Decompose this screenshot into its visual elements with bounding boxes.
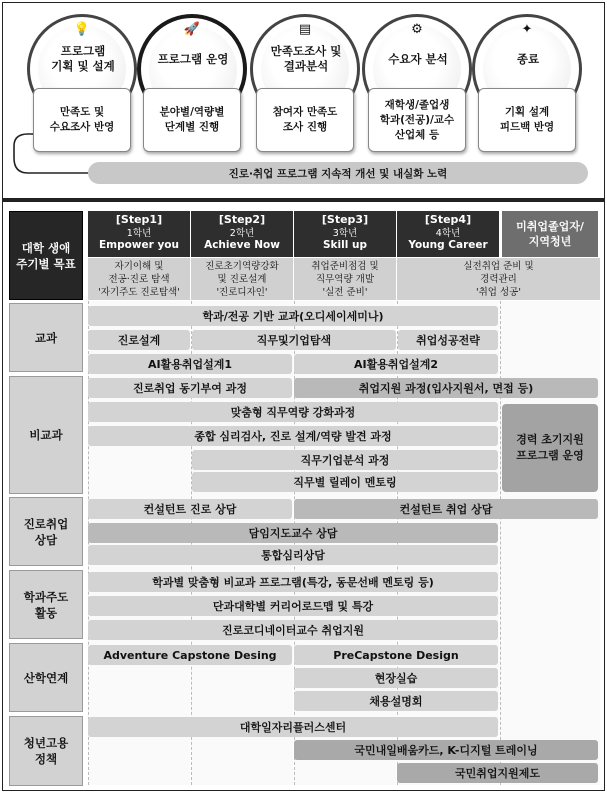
process-step-4-desc: 재학생/졸업생 학과(전공)/교수 산업체 등 [368,88,466,152]
bar-advisor-counseling: 담임지도교수 상담 [88,523,498,543]
extra-header: 미취업졸업자/ 지역청년 [502,211,598,257]
row-label-extracurricular: 비교과 [9,376,83,494]
process-step-1-title: 프로그램 기획 및 설계 [51,44,115,73]
bar-national-employment: 국민취업지원제도 [397,763,598,783]
goal-label: 대학 생애 주기별 목표 [9,211,83,300]
bar-ai-design-1: AI활용취업설계1 [88,354,292,374]
bar-adventure-capstone: Adventure Capstone Desing [88,645,292,665]
process-step-2-desc: 분야별/역량별 단계별 진행 [143,88,241,152]
bar-company-analysis: 직무기업분석 과정 [192,450,498,470]
process-step-2-title: 프로그램 운영 [157,52,229,66]
row-label-curriculum: 교과 [9,303,83,372]
process-step-3-desc: 참여자 만족도 조사 진행 [256,88,354,152]
light-bulb-icon: 💡 [73,22,91,37]
bar-job-exploration: 직무및기업탐색 [192,330,396,350]
step2-goal: 진로초기역량강화 및 진로설계 '진로디자인' [191,258,293,300]
section-divider [2,198,605,202]
step3-header: [Step3] 3학년 Skill up [294,211,396,257]
step3-goal: 취업준비점검 및 직무역량 개발 '실전 준비' [294,258,396,300]
early-career-program: 경력 초기지원 프로그램 운영 [502,404,598,492]
column-extra [500,301,600,785]
bar-job-support: 취업지원 과정(입사지원서, 면접 등) [294,378,598,398]
bar-career-design: 진로설계 [88,330,190,350]
bar-career-consulting: 컨설턴트 진로 상담 [88,499,292,519]
process-step-5-desc: 기획 설계 피드백 반영 [478,88,576,152]
rocket-icon: 🚀 [183,22,201,37]
bar-coordinator: 진로코디네이터교수 취업지원 [88,620,498,640]
bar-major-curriculum: 학과/전공 기반 교과(오디세이세미나) [88,306,498,326]
process-step-1-desc: 만족도 및 수요조사 반영 [33,88,131,152]
process-step-3-title: 만족도조사 및 결과분석 [270,44,342,73]
step4-goal: 실전취업 준비 및 경력관리 '취업 성공' [397,258,600,300]
document-icon: ▤ [298,22,312,37]
bar-relay-mentoring: 직무별 릴레이 멘토링 [192,472,498,492]
step1-header: [Step1] 1학년 Empower you [88,211,190,257]
step1-goal: 자기이해 및 전공·진로 탐색 '자기주도 진로탐색' [88,258,190,300]
bar-college-roadmap: 단과대학별 커리어로드맵 및 특강 [88,596,498,616]
bar-dept-program: 학과별 맞춤형 비교과 프로그램(특강, 동문선배 멘토링 등) [88,572,498,592]
step4-header: [Step4] 4학년 Young Career [397,211,499,257]
row-label-youth-policy: 청년고용 정책 [9,716,83,786]
gear-icon: ⚙ [411,22,423,37]
bar-psych-counseling: 통합심리상담 [88,545,498,565]
row-label-counseling: 진로취업 상담 [9,497,83,566]
bar-recruit-session: 채용설명회 [294,691,498,711]
bar-job-success: 취업성공전략 [398,330,498,350]
bar-motivation: 진로취업 동기부여 과정 [88,378,292,398]
bar-job-plus-center: 대학일자리플러스센터 [88,717,498,737]
bar-field-practice: 현장실습 [294,668,498,688]
bar-ai-design-2: AI활용취업설계2 [294,354,498,374]
bar-competency: 맞춤형 직무역량 강화과정 [88,402,498,422]
process-step-5-title: 종료 [516,52,540,66]
sparkle-icon: ✦ [521,22,533,37]
bar-learning-card: 국민내일배움카드, K-디지털 트레이닝 [294,740,598,760]
bar-job-consulting: 컨설턴트 취업 상담 [294,499,598,519]
bar-psych-test: 종합 심리검사, 진로 설계/역량 발견 과정 [88,426,498,446]
row-label-industry: 산학연계 [9,643,83,712]
row-label-department: 학과주도 활동 [9,570,83,639]
improvement-loop-bar: 진로·취업 프로그램 지속적 개선 및 내실화 노력 [88,162,588,184]
process-step-4-title: 수요자 분석 [388,52,448,66]
step2-header: [Step2] 2학년 Achieve Now [191,211,293,257]
bar-precapstone: PreCapstone Design [294,645,498,665]
